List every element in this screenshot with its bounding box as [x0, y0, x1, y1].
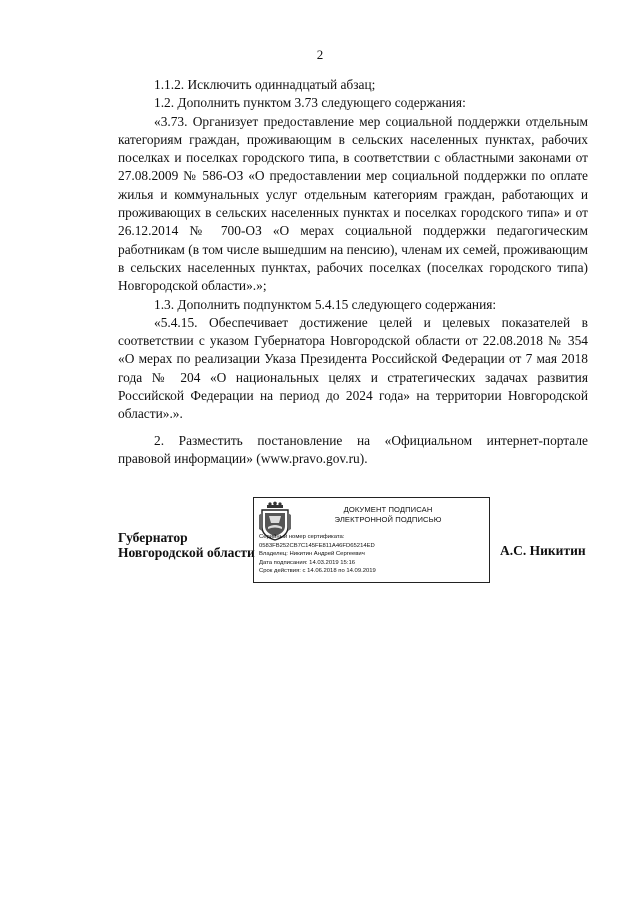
stamp-title: [298, 505, 478, 525]
stamp-title-line-2: ЭЛЕКТРОННОЙ ПОДПИСЬЮ: [334, 515, 442, 524]
stamp-serial-value: 0583FB252CB7C145FE811A46FD65214ED: [259, 542, 375, 549]
stamp-owner: Владелец: Никитин Андрей Сергеевич: [259, 551, 365, 557]
paragraph-2: 2. Разместить постановление на «Официальном интернет-портале правовой информации» (www.pravo.gov.ru).: [118, 432, 588, 466]
signatory-role: [118, 530, 255, 560]
stamp-serial-label: Серийный номер сертификата:: [259, 534, 345, 540]
stamp-details: [259, 533, 487, 576]
stamp-signed-date: Дата подписания: 14.03.2019 15:16: [259, 559, 356, 566]
stamp-title-line-1: ДОКУМЕНТ ПОДПИСАН: [343, 505, 433, 514]
stamp-validity: Срок действия: с 14.06.2018 по 14.09.2019: [259, 568, 376, 574]
signatory-role-line-2: Новгородской области: [118, 545, 255, 560]
page-number: 2: [316, 47, 324, 62]
paragraph-5-4-15: «5.4.15. Обеспечивает достижение целей и целевых показателей в соответствии с указом Губернатора Новгородской области от 22.08.2018 № 354 «О мерах по реализации Указа Президента Российской Федерации от 7 мая 2018 года № 204 «О национальных целях и стратегических задачах развития Российской Федерации на период до 2024 года» на территории Новгородской области».».: [118, 314, 588, 422]
document-body: [118, 76, 588, 468]
electronic-signature-stamp: [253, 497, 490, 583]
paragraph-1-1-2: 1.1.2. Исключить одиннадцатый абзац;: [154, 77, 376, 92]
signatory-role-line-1: Губернатор: [118, 530, 188, 545]
paragraph-3-73: «3.73. Организует предоставление мер социальной поддержки отдельным категориям граждан, проживающим в сельских населенных пунктах, рабочих поселках и поселках городского типа, в соответствии с областными законами от 27.08.2009 № 586-ОЗ «О предоставлении мер социальной поддержки по оплате жилья и коммунальных услуг отдельным категориям граждан, работающих и проживающих в сельских населенных пунктах и поселках городского типа» и от 26.12.2014 № 700-ОЗ «О мерах социальной поддержки педагогическим работникам (в том числе вышедшим на пенсию), членам их семей, проживающим в сельских населенных пунктах, рабочих поселках (поселках городского типа) Новгородской области».»;: [118, 113, 588, 294]
paragraph-1-2: 1.2. Дополнить пунктом 3.73 следующего содержания:: [154, 95, 466, 111]
paragraph-1-3: 1.3. Дополнить подпунктом 5.4.15 следующего содержания:: [154, 296, 497, 312]
signatory-name: А.С. Никитин: [500, 543, 586, 558]
